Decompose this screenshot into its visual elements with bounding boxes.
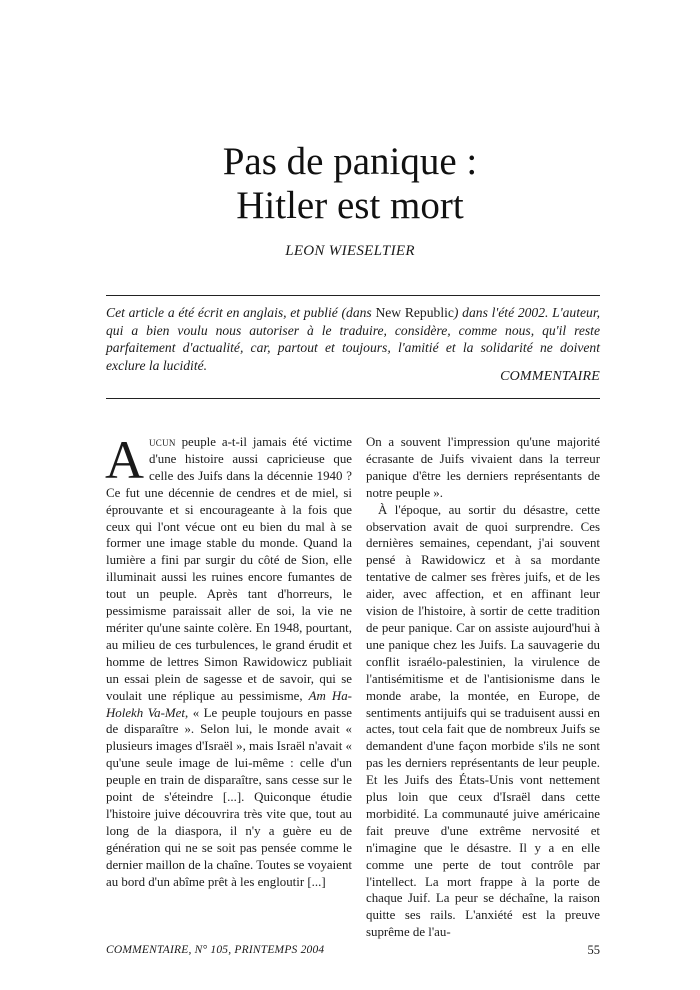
page-number: 55 — [587, 943, 600, 957]
body-paragraph-2: À l'époque, au sortir du désastre, cette observation avait de quoi surprendre. Ces dernières semaines, cependant, j'ai souvent pensé à Rawidowicz et à sa mordante tentative de calmer ses frères juifs, et de les aider, avec affection, et en affinant leur vision de l'histoire, à sortir de cette tradition de peur panique. Car on assiste aujourd'hui à une panique chez les Juifs. La sauvagerie du conflit israélo-palestinien, la virulence de l'antisémitisme et de l'antisionisme dans le monde arabe, la montée, en Europe, de sentiments antijuifs qui se traduisent aussi en actes, tout cela fait que de nombreux Juifs se demandent d'une façon morbide s'ils ne sont pas les derniers représentants de leur peuple. Et les Juifs des États-Unis vont nettement plus loin que ceux d'Israël dans cette morbidité. La communauté juive américaine fait preuve d'une extrême nervosité et n'imagine que le désastre. Il y a en elle comme une perte de tout contrôle par l'intellect. La mort frappe à la porte de chaque Juif. La peur se déchaîne, la raison quitte ses rails. L'anxiété est la preuve suprême de l'au- — [366, 502, 600, 940]
intro-bottom-rule — [106, 398, 600, 399]
title-line-1: Pas de panique : — [222, 140, 478, 183]
body-paragraph-1 — [105, 430, 352, 890]
section-tag: COMMENTAIRE — [500, 369, 600, 384]
body-column-right — [366, 434, 600, 941]
title-line-2: Hitler est mort — [236, 184, 464, 227]
intro-note — [106, 304, 600, 374]
running-footer: COMMENTAIRE, N° 105, PRINTEMPS 2004 — [106, 944, 325, 956]
article-title — [100, 140, 600, 228]
intro-text-part1: Cet article a été écrit en anglais, et publié (dans — [106, 305, 376, 320]
lead-smallcaps: ucun — [149, 435, 176, 449]
book-title: Am Ha-Holekh Va-Met — [106, 688, 352, 720]
drop-cap: A — [105, 430, 144, 490]
intro-top-rule — [106, 295, 600, 296]
author-name: LEON WIESELTIER — [285, 243, 415, 259]
col1-text: peuple a-t-il jamais été victime d'une histoire aussi capricieuse que celle des Juifs dans la décennie 1940 ? Ce fut une décennie de cendres et de miel, si éprouvante et si encourageante à la fois que ceux qui l'ont vécue ont eu bien du mal à se former une image stable du monde. Quand la lumière a fini par surgir du côté de Sion, elle illuminait aussi les ruines encore fumantes de tout un peuple. Après tant d'horreurs, le pessimisme paraissait aller de soi, la vie ne mériter qu'une sainte colère. En 1948, pourtant, au milieu de ces turbulences, le grand érudit et homme de lettres Simon Rawidowicz publiait un essai plein de sagesse et de savoir, qui se voulait une réplique au pessimisme, — [106, 435, 352, 703]
body-column-left — [105, 430, 352, 890]
intro-text-part2: ) dans l'été 2002. L'auteur, qui a bien voulu nous autoriser à le traduire, considère, comme nous, qu'il reste parfaitement d'actualité, car, partout et toujours, l'amitié et la solidarité ne doivent exclure la lucidité. — [106, 305, 600, 373]
body-paragraph-continued: On a souvent l'impression qu'une majorité écrasante de Juifs vivaient dans la terreur panique d'être les derniers représentants de notre peuple ». — [366, 435, 600, 500]
intro-publication: New Republic — [375, 305, 454, 320]
col1-text-2: , « Le peuple toujours en passe de disparaître ». Selon lui, le monde avait « plusieurs images d'Israël », mais Israël n'avait « qu'une seule image de lui-même : celle d'un peuple en train de disparaître, sans cesse sur le point de s'éteindre [...]. Quiconque étudie l'histoire juive découvrira très vite que, tout au long de la diaspora, il n'y a guère eu de génération qui ne se soit pas pensée comme le dernier maillon de la chaîne. Toutes se voyaient au bord d'un abîme prêt à les engloutir [...] — [106, 705, 352, 889]
